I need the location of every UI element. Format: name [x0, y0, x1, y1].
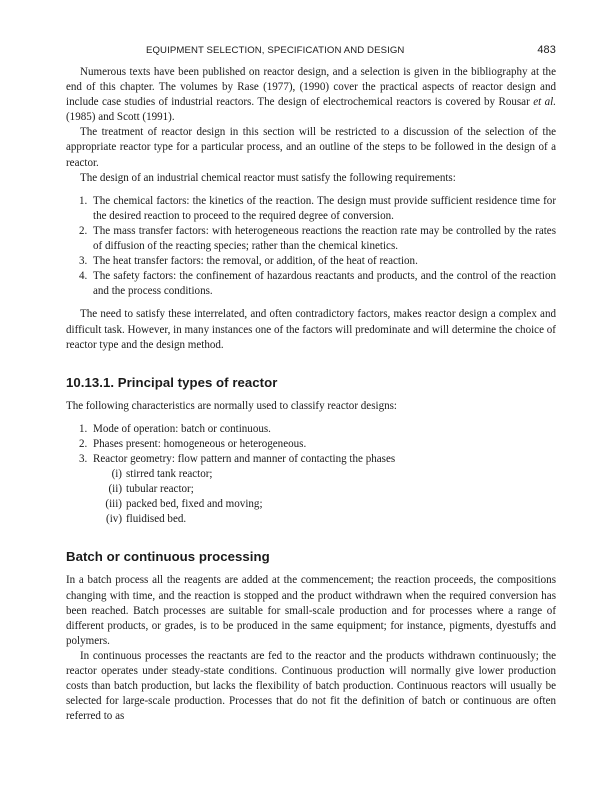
list-item-number: 2.: [79, 437, 88, 450]
list-item-text: packed bed, fixed and moving;: [126, 498, 263, 511]
list-item-text: stirred tank reactor;: [126, 468, 213, 481]
list-item-number: (ii): [108, 483, 122, 496]
list-item-text: fluidised bed.: [126, 513, 187, 526]
list-item-number: 3.: [79, 255, 88, 268]
list-item: [66, 452, 556, 467]
list-item-text: The heat transfer factors: the removal, or addition, of the heat of reaction.: [93, 255, 418, 268]
continuous-paragraph: In continuous processes the reactants are fed to the reactor and the products withdrawn continuously; the reactor operates under steady-state conditions. Continuous production will normally give lower production costs than batch production, but lacks the flexibility of batch production. Continuous reactors will usually be selected for large-scale production. Processes that do not fit the definition of batch or continuous are often referred to as: [66, 649, 556, 723]
running-header-title: EQUIPMENT SELECTION, SPECIFICATION AND DESIGN: [146, 45, 405, 56]
intro-p1-et-al: et al.: [533, 96, 556, 109]
page-number: 483: [537, 44, 556, 56]
list-item: [66, 194, 556, 224]
intro-p1-text-b: (1985) and Scott (1991).: [66, 111, 175, 124]
list-item: [106, 512, 556, 527]
summary-paragraph: The need to satisfy these interrelated, and often contradictory factors, makes reactor design a complex and difficult task. However, in many instances one of the factors will predominate and will determine the choice of reactor type and the design method.: [66, 308, 556, 351]
intro-paragraph-2: The treatment of reactor design in this section will be restricted to a discussion of the selection of the appropriate reactor type for a particular process, and an outline of the steps to be followed in the design of a reactor.: [66, 126, 556, 169]
reactor-geometry-sublist: [66, 467, 556, 527]
list-item: [105, 497, 556, 512]
list-item-number: 4.: [79, 270, 88, 283]
list-item: [66, 254, 556, 269]
list-item-text: The safety factors: the confinement of hazardous reactants and products, and the control of the reaction and the process conditions.: [93, 270, 556, 298]
list-item: [66, 437, 556, 452]
running-header: [66, 45, 556, 59]
intro-paragraph-1: [66, 65, 556, 125]
list-item: [108, 482, 556, 497]
list-item: [66, 224, 556, 254]
section-1-intro: The following characteristics are normally used to classify reactor designs:: [66, 399, 397, 412]
list-item-number: 1.: [79, 194, 88, 207]
list-item-number: (i): [111, 468, 122, 481]
list-item: [66, 269, 556, 299]
list-item-number: 3.: [79, 452, 88, 465]
list-item-text: tubular reactor;: [126, 483, 194, 496]
requirements-list: [66, 194, 556, 300]
intro-p1-text-a: Numerous texts have been published on reactor design, and a selection is given in the bibliography at the end of this chapter. The volumes by Rase (1977), (1990) cover the practical aspects of reactor design and include case studies of industrial reactors. The design of electrochemical reactors is covered by Rousar: [66, 66, 556, 109]
intro-paragraph-3: The design of an industrial chemical reactor must satisfy the following requirements:: [80, 171, 456, 184]
section-heading-principal-types: 10.13.1. Principal types of reactor: [66, 374, 278, 390]
list-item-number: 2.: [79, 224, 88, 237]
list-item-text: The chemical factors: the kinetics of the reaction. The design must provide sufficient residence time for the desired reaction to proceed to the required degree of conversion.: [93, 194, 556, 222]
section-heading-batch-continuous: Batch or continuous processing: [66, 549, 270, 565]
list-item-number: (iv): [106, 513, 122, 526]
list-item: [66, 422, 556, 437]
list-item-text: Mode of operation: batch or continuous.: [93, 422, 271, 435]
list-item-number: (iii): [105, 498, 122, 511]
list-item-text: Reactor geometry: flow pattern and manner of contacting the phases: [93, 452, 396, 465]
batch-paragraph: In a batch process all the reagents are added at the commencement; the reaction proceeds, the compositions changing with time, and the reaction is stopped and the product withdrawn when the required conversion has been reached. Batch processes are suitable for small-scale production and for processes where a range of different products, or grades, is to be produced in the same equipment; for instance, pigments, dyestuffs and polymers.: [66, 574, 556, 647]
page-body: [66, 65, 556, 724]
list-item-number: 1.: [79, 422, 88, 435]
list-item-text: The mass transfer factors: with heterogeneous reactions the reaction rate may be controlled by the rates of diffusion of the reacting species; rather than the chemical kinetics.: [93, 224, 556, 253]
list-item: [111, 467, 556, 482]
list-item-text: Phases present: homogeneous or heterogeneous.: [93, 437, 307, 450]
classification-list: [66, 422, 556, 467]
